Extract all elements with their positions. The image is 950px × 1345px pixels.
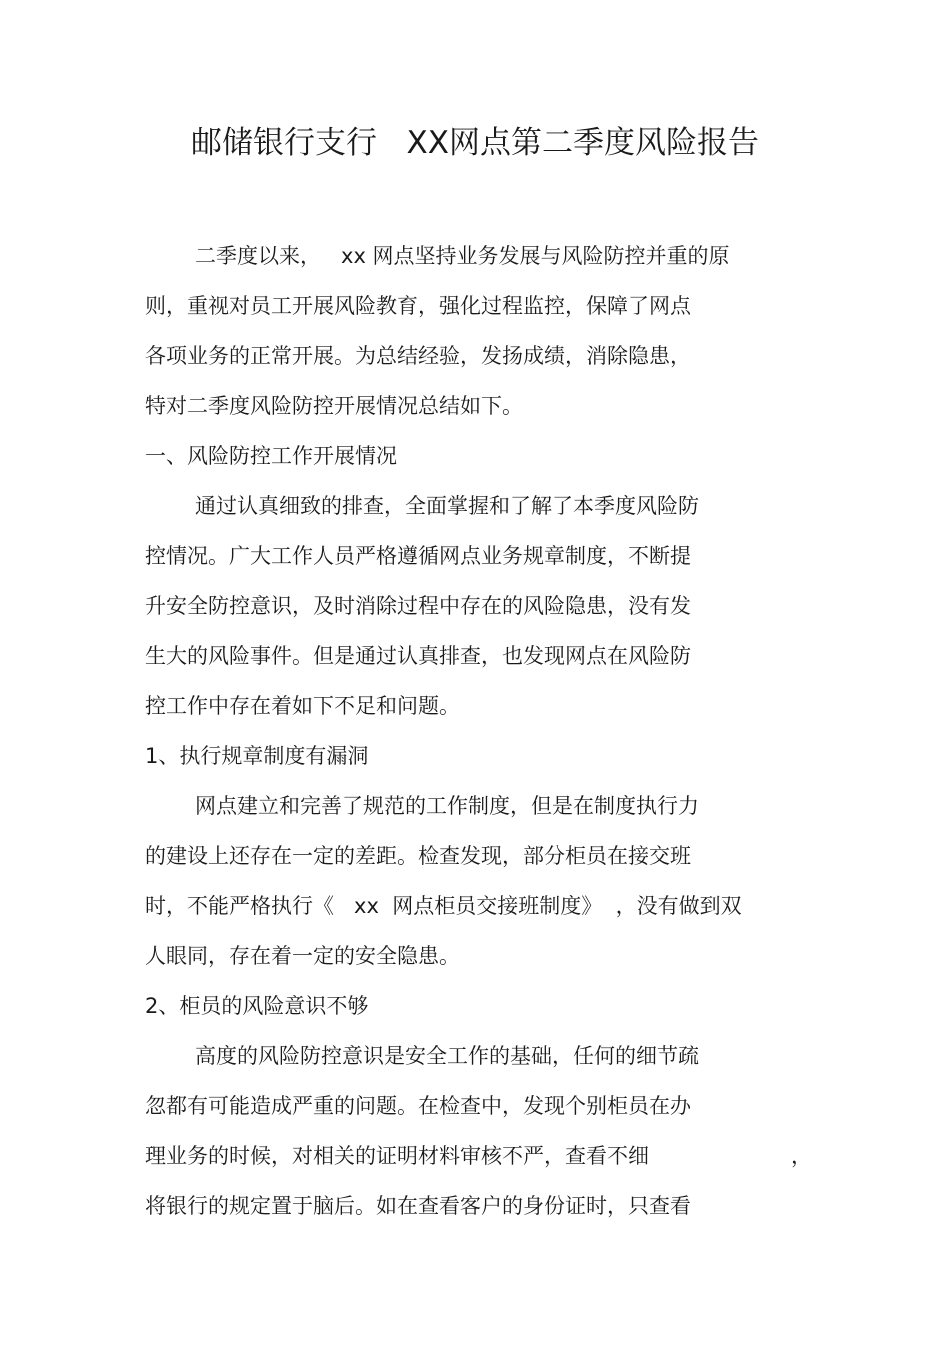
document-title: 邮储银行支行 XX网点第二季度风险报告 <box>190 125 760 161</box>
section-heading: 一、风险防控工作开展情况 <box>145 444 397 468</box>
paragraph-line: 通过认真细致的排查，全面掌握和了解了本季度风险防 <box>195 494 699 518</box>
paragraph-line: 忽都有可能造成严重的问题。在检查中，发现个别柜员在办 <box>145 1094 691 1118</box>
paragraph-line: 网点建立和完善了规范的工作制度，但是在制度执行力 <box>195 794 699 818</box>
paragraph-line: 二季度以来， xx 网点坚持业务发展与风险防控并重的原 <box>195 244 730 268</box>
paragraph-line: 理业务的时候，对相关的证明材料审核不严，查看不细 <box>145 1144 649 1168</box>
paragraph-line: 时，不能严格执行《 xx 网点柜员交接班制度》 ，没有做到双 <box>145 894 742 918</box>
paragraph-line: 升安全防控意识，及时消除过程中存在的风险隐患，没有发 <box>145 594 691 618</box>
trailing-comma: ， <box>791 1144 812 1168</box>
paragraph-line: 生大的风险事件。但是通过认真排查，也发现网点在风险防 <box>145 644 691 668</box>
paragraph-line: 则，重视对员工开展风险教育，强化过程监控，保障了网点 <box>145 294 691 318</box>
paragraph-line: 各项业务的正常开展。为总结经验，发扬成绩，消除隐患， <box>145 344 691 368</box>
subsection-heading: 2、柜员的风险意识不够 <box>145 994 369 1018</box>
paragraph-line: 控情况。广大工作人员严格遵循网点业务规章制度，不断提 <box>145 544 691 568</box>
paragraph-line: 的建设上还存在一定的差距。检查发现，部分柜员在接交班 <box>145 844 691 868</box>
paragraph-line: 人眼同，存在着一定的安全隐患。 <box>145 944 460 968</box>
paragraph-line: 控工作中存在着如下不足和问题。 <box>145 694 460 718</box>
paragraph-line: 将银行的规定置于脑后。如在查看客户的身份证时，只查看 <box>145 1194 691 1218</box>
paragraph-line: 特对二季度风险防控开展情况总结如下。 <box>145 394 523 418</box>
paragraph-line: 高度的风险防控意识是安全工作的基础，任何的细节疏 <box>195 1044 699 1068</box>
subsection-heading: 1、执行规章制度有漏洞 <box>145 744 369 768</box>
